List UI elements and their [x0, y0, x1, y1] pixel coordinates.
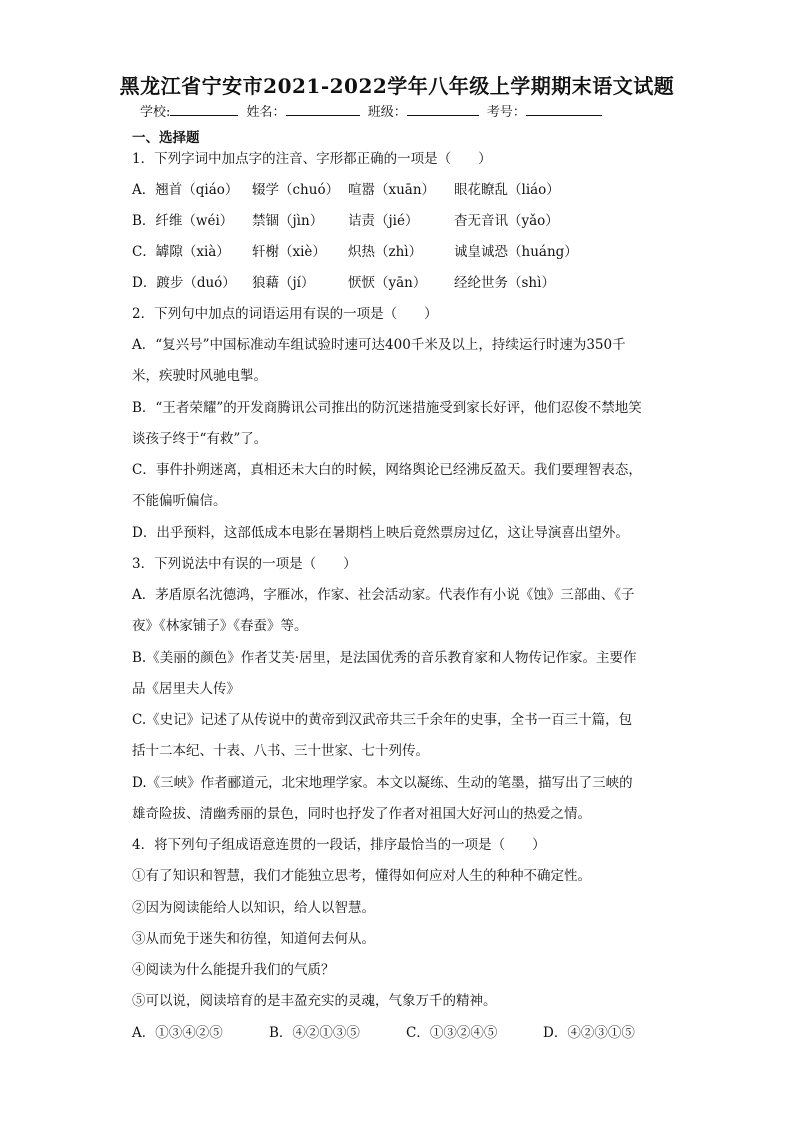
q2-option-b-line2: 谈孩子终于“有救”了。 — [132, 431, 268, 447]
q1-option-d — [132, 274, 555, 292]
q1-option-c — [132, 243, 578, 261]
q1-b-3: 诘责（jié） — [348, 213, 419, 229]
q3-option-b-line1: B.《美丽的颜色》作者艾芙·居里，是法国优秀的音乐教育家和人物传记作家。主要作 — [132, 650, 637, 666]
q1-d-3: 恹恹（yān） — [348, 275, 427, 291]
q2-option-c-line1: C．事件扑朔迷离，真相还未大白的时候，网络舆论已经沸反盈天。我们要理智表态， — [132, 462, 642, 478]
q4-sentence-3: ③从而免于迷失和彷徨，知道何去何从。 — [132, 931, 375, 947]
q4-sentence-4: ④阅读为什么能提升我们的气质？ — [132, 962, 335, 978]
q1-d-4: 经纶世务（shì） — [454, 275, 555, 291]
q1-c-2: 轩榭（xiè） — [252, 244, 326, 260]
q3-option-d-line1: D.《三峡》作者郦道元，北宋地理学家。本文以凝练、生动的笔墨，描写出了三峡的 — [132, 775, 633, 791]
q1-stem: 1．下列字词中加点字的注音、字形都正确的一项是（ ） — [132, 151, 492, 167]
page-title: 黑龙江省宁安市2021-2022学年八年级上学期期末语文试题 — [119, 74, 675, 98]
q4-choice-d: D．④②③①⑤ — [543, 1025, 635, 1041]
q3-option-d-line2: 雄奇险拔、清幽秀丽的景色，同时也抒发了作者对祖国大好河山的热爱之情。 — [132, 806, 591, 822]
q1-a-4: 眼花瞭乱（liáo） — [454, 182, 560, 198]
q1-option-a — [132, 181, 560, 199]
q1-b-1: B．纤维（wéi） — [132, 213, 234, 229]
q1-c-3: 炽热（zhì） — [348, 244, 423, 260]
q4-sentence-5: ⑤可以说，阅读培育的是丰盈充实的灵魂，气象万千的精神。 — [132, 993, 497, 1009]
q1-b-4: 杳无音讯（yǎo） — [454, 213, 559, 229]
number-label: 考号： — [486, 105, 526, 120]
q1-c-4: 诚皇诚恐（huáng） — [454, 244, 578, 260]
q4-choice-a: A．①③④②⑤ — [132, 1025, 223, 1041]
number-blank — [526, 101, 602, 116]
q4-sentence-1: ①有了知识和智慧，我们才能独立思考，懂得如何应对人生的种种不确定性。 — [132, 868, 591, 884]
q3-option-c-line1: C.《史记》记述了从传说中的黄帝到汉武帝共三千余年的史事，全书一百三十篇，包 — [132, 712, 633, 728]
school-blank — [170, 101, 238, 116]
q1-b-2: 禁锢（jìn） — [252, 213, 324, 229]
q1-a-1: A．翘首（qiáo） — [132, 182, 239, 198]
school-label: 学校: — [140, 105, 171, 120]
q2-option-d-line1: D．出乎预料，这部低成本电影在暑期档上映后竟然票房过亿，这让导演喜出望外。 — [132, 525, 629, 541]
q1-option-b — [132, 212, 559, 230]
class-label: 班级： — [367, 105, 407, 120]
q4-sentence-2: ②因为阅读能给人以知识，给人以智慧。 — [132, 900, 375, 916]
q2-stem: 2．下列句中加点的词语运用有误的一项是（ ） — [132, 306, 438, 322]
q3-option-a-line2: 夜》《林家铺子》《春蚕》等。 — [132, 618, 308, 634]
section-heading: 一、选择题 — [132, 130, 200, 146]
q4-choice-c: C．①③②④⑤ — [406, 1025, 498, 1041]
name-blank — [286, 101, 360, 116]
q3-option-a-line1: A．茅盾原名沈德鸿，字雁冰，作家、社会活动家。代表作有小说《蚀》三部曲、《子 — [132, 587, 635, 603]
q3-option-b-line2: 品《居里夫人传》 — [132, 681, 240, 697]
q3-stem: 3．下列说法中有误的一项是（ ） — [132, 556, 357, 572]
q4-choice-b: B．④②①③⑤ — [269, 1025, 360, 1041]
name-label: 姓名： — [246, 105, 286, 120]
q2-option-a-line2: 米，疾驶时风驰电掣。 — [132, 368, 267, 384]
q1-a-2: 辍学（chuó） — [252, 182, 340, 198]
q1-a-3: 喧嚣（xuān） — [348, 182, 436, 198]
q1-c-1: C．罅隙（xià） — [132, 244, 230, 260]
q1-d-2: 狼藉（jí） — [252, 275, 315, 291]
q3-option-c-line2: 括十二本纪、十表、八书、三十世家、七十列传。 — [132, 743, 429, 759]
class-blank — [407, 101, 479, 116]
q4-stem: 4．将下列句子组成语意连贯的一段话，排序最恰当的一项是（ ） — [132, 837, 546, 853]
q4-choices — [132, 1024, 635, 1042]
q2-option-a-line1: A．“复兴号”中国标准动车组试验时速可达400千米及以上，持续运行时速为350千 — [132, 337, 626, 353]
q1-d-1: D．踱步（duó） — [132, 275, 236, 291]
student-info-row — [140, 101, 660, 120]
q2-option-b-line1: B．“王者荣耀”的开发商腾讯公司推出的防沉迷措施受到家长好评，他们忍俊不禁地笑 — [132, 400, 642, 416]
q2-option-c-line2: 不能偏听偏信。 — [132, 493, 227, 509]
